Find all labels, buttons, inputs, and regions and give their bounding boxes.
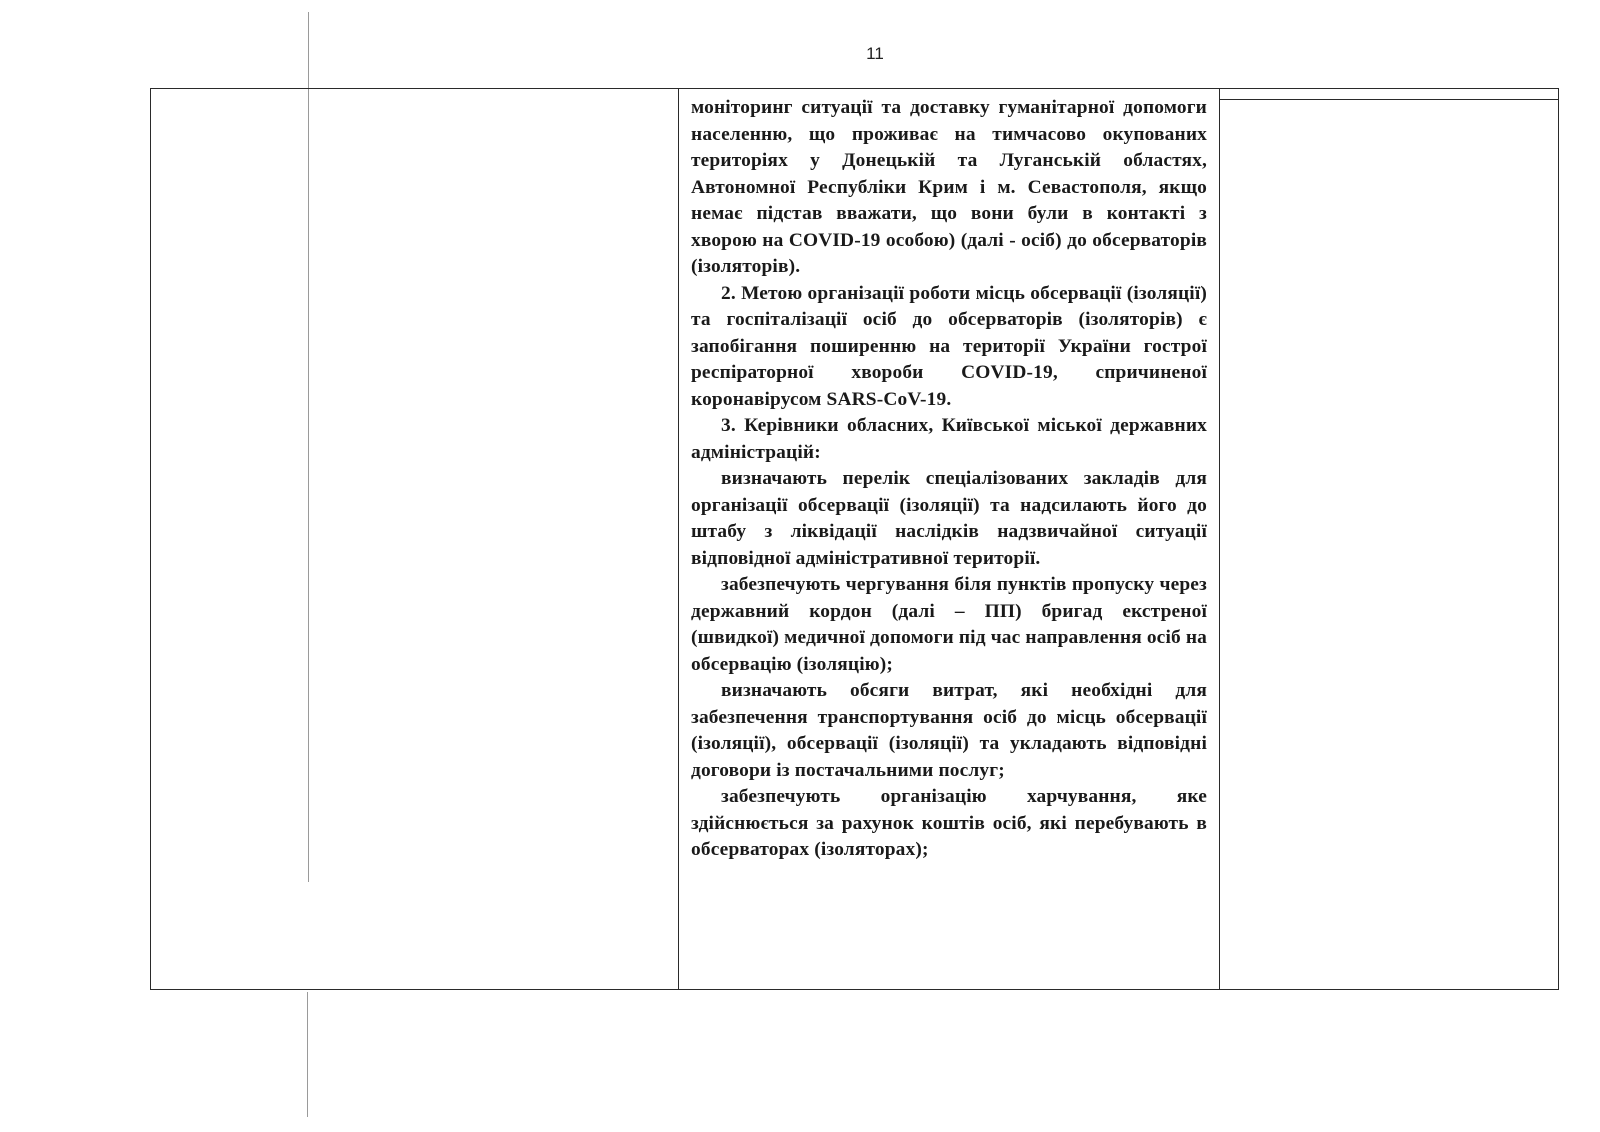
paragraph-purpose: 2. Метою організації роботи місць обсервації (ізоляції) та госпіталізації осіб до обсерваторів (ізоляторів) є запобігання поширенню на території України гострої респіраторної хвороби COVID-19, спричиненої коронавірусом SARS-CoV-19.: [691, 282, 1207, 410]
table-cell-left: [151, 89, 679, 989]
paragraph-heads: 3. Керівники обласних, Київської міської державних адміністрацій:: [691, 415, 1207, 463]
page-number: 11: [866, 44, 884, 63]
paragraph-monitoring: моніторинг ситуації та доставку гуманітарної допомоги населенню, що проживає на тимчасово окупованих територіях у Донецькій та Луганській областях, Автономної Республіки Крим і м. Севастополя, якщо немає підстав вважати, що вони були в контакті з хворою на COVID-19 особою) (далі - осіб) до обсерваторів (ізоляторів).: [691, 97, 1207, 277]
scan-margin-line-bottom: [307, 992, 308, 1117]
paragraph-define-list: визначають перелік спеціалізованих закладів для організації обсервації (ізоляції) та надсилають його до штабу з ліквідації наслідків надзвичайної ситуації відповідної адміністративної території.: [691, 468, 1207, 569]
document-table: [150, 88, 1559, 990]
paragraph-define-costs: визначають обсяги витрат, які необхідні для забезпечення транспортування осіб до місць обсервації (ізоляції), обсервації (ізоляції) та укладають відповідні договори із постачальними послуг;: [691, 680, 1207, 781]
table-cell-middle: [679, 89, 1220, 989]
paragraph-ensure-duty: забезпечують чергування біля пунктів пропуску через державний кордон (далі – ПП) бригад екстреної (швидкої) медичної допомоги під час направлення осіб на обсервацію (ізоляцію);: [691, 574, 1207, 675]
paragraph-ensure-meals: забезпечують організацію харчування, яке здійснюється за рахунок коштів осіб, які перебувають в обсерваторах (ізоляторах);: [691, 786, 1207, 860]
table-cell-right: [1220, 99, 1558, 999]
